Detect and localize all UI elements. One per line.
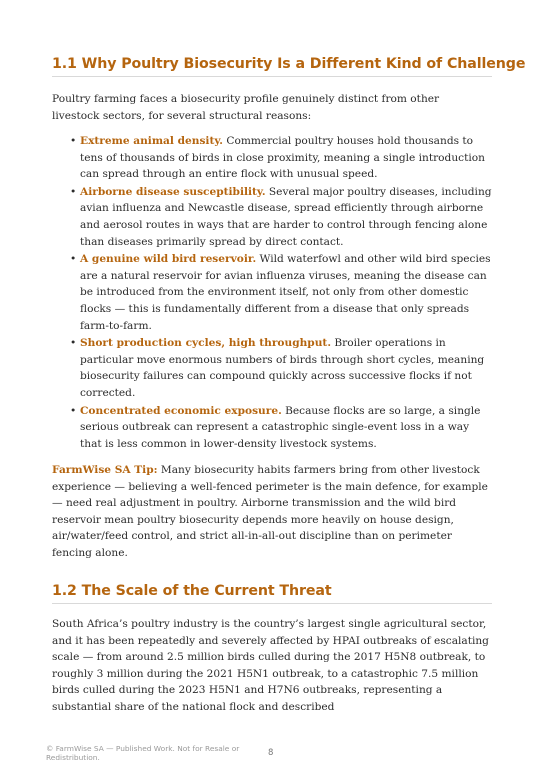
list-item-lead: A genuine wild bird reservoir. xyxy=(80,253,257,266)
list-item-lead: Concentrated economic exposure. xyxy=(80,404,282,417)
list-item-text: Because flocks are so large, a single serious outbreak can represent a catastrophic single-event loss in a way that is less common in lower-density livestock systems. xyxy=(80,404,481,450)
tip-label: FarmWise SA Tip: xyxy=(52,464,158,476)
bullet-icon: • xyxy=(70,185,77,198)
list-item-text: Commercial poultry houses hold thousands to tens of thousands of birds in close proximity, meaning a single introduction can spread through an entire flock with unusual speed. xyxy=(80,135,485,181)
list-item-text: Several major poultry diseases, including avian influenza and Newcastle disease, spread efficiently through airborne and aerosol routes in ways that are harder to control through fencing alone than diseases primarily spread by direct contact. xyxy=(80,185,492,248)
bullet-icon: • xyxy=(70,337,77,350)
list-item xyxy=(52,184,494,250)
list-item-text: Wild waterfowl and other wild bird species are a natural reservoir for avian influenza viruses, meaning the disease can be introduced from the environment itself, not only from other domestic flocks — this is fundamentally different from a disease that only spreads farm-to-farm. xyxy=(80,253,491,332)
tip-text: Many biosecurity habits farmers bring from other livestock experience — believing a well-fenced perimeter is the main defence, for example — need real adjustment in poultry. Airborne transmission and the wild bird reservoir mean poultry biosecurity depends more heavily on house design, air/water/feed control, and strict all-in-all-out discipline than on perimeter fencing alone. xyxy=(52,464,488,559)
bullet-icon: • xyxy=(70,135,77,147)
footer-copyright: © FarmWise SA — Published Work. Not for Resale or Redistribution. xyxy=(46,744,240,762)
bullet-icon: • xyxy=(70,404,77,417)
list-item xyxy=(52,251,494,334)
bullet-icon: • xyxy=(70,253,77,266)
list-item-lead: Airborne disease susceptibility. xyxy=(80,185,266,198)
tip-callout xyxy=(52,462,492,562)
list-item-text: Broiler operations in particular move enormous numbers of birds through short cycles, meaning biosecurity failures can compound quickly across successive flocks if not corrected. xyxy=(80,337,485,399)
list-item xyxy=(52,335,494,401)
page-number: 8 xyxy=(268,748,274,758)
scale-paragraph: South Africa’s poultry industry is the country’s largest single agricultural sector, and it has been repeatedly and severely affected by HPAI outbreaks of escalating scale — from around 2.5 million birds culled during the 2017 H5N8 outbreak, to roughly 3 million during the 2021 H5N1 outbreak, to a catastrophic 7.5 million birds culled during the 2023 H5N1 and H7N6 outbreaks, representing a substantial share of the national flock and described xyxy=(52,618,489,713)
list-item xyxy=(52,403,494,453)
intro-paragraph: Poultry farming faces a biosecurity profile genuinely distinct from other livestock sectors, for several structural reasons: xyxy=(52,93,440,122)
section-heading: 1.2 The Scale of the Current Threat xyxy=(52,583,492,604)
list-item-lead: Extreme animal density. xyxy=(80,135,223,147)
reasons-list xyxy=(52,133,494,453)
list-item-lead: Short production cycles, high throughput. xyxy=(80,337,332,350)
section-heading: 1.1 Why Poultry Biosecurity Is a Different Kind of Challenge xyxy=(52,56,492,77)
list-item xyxy=(52,133,494,183)
